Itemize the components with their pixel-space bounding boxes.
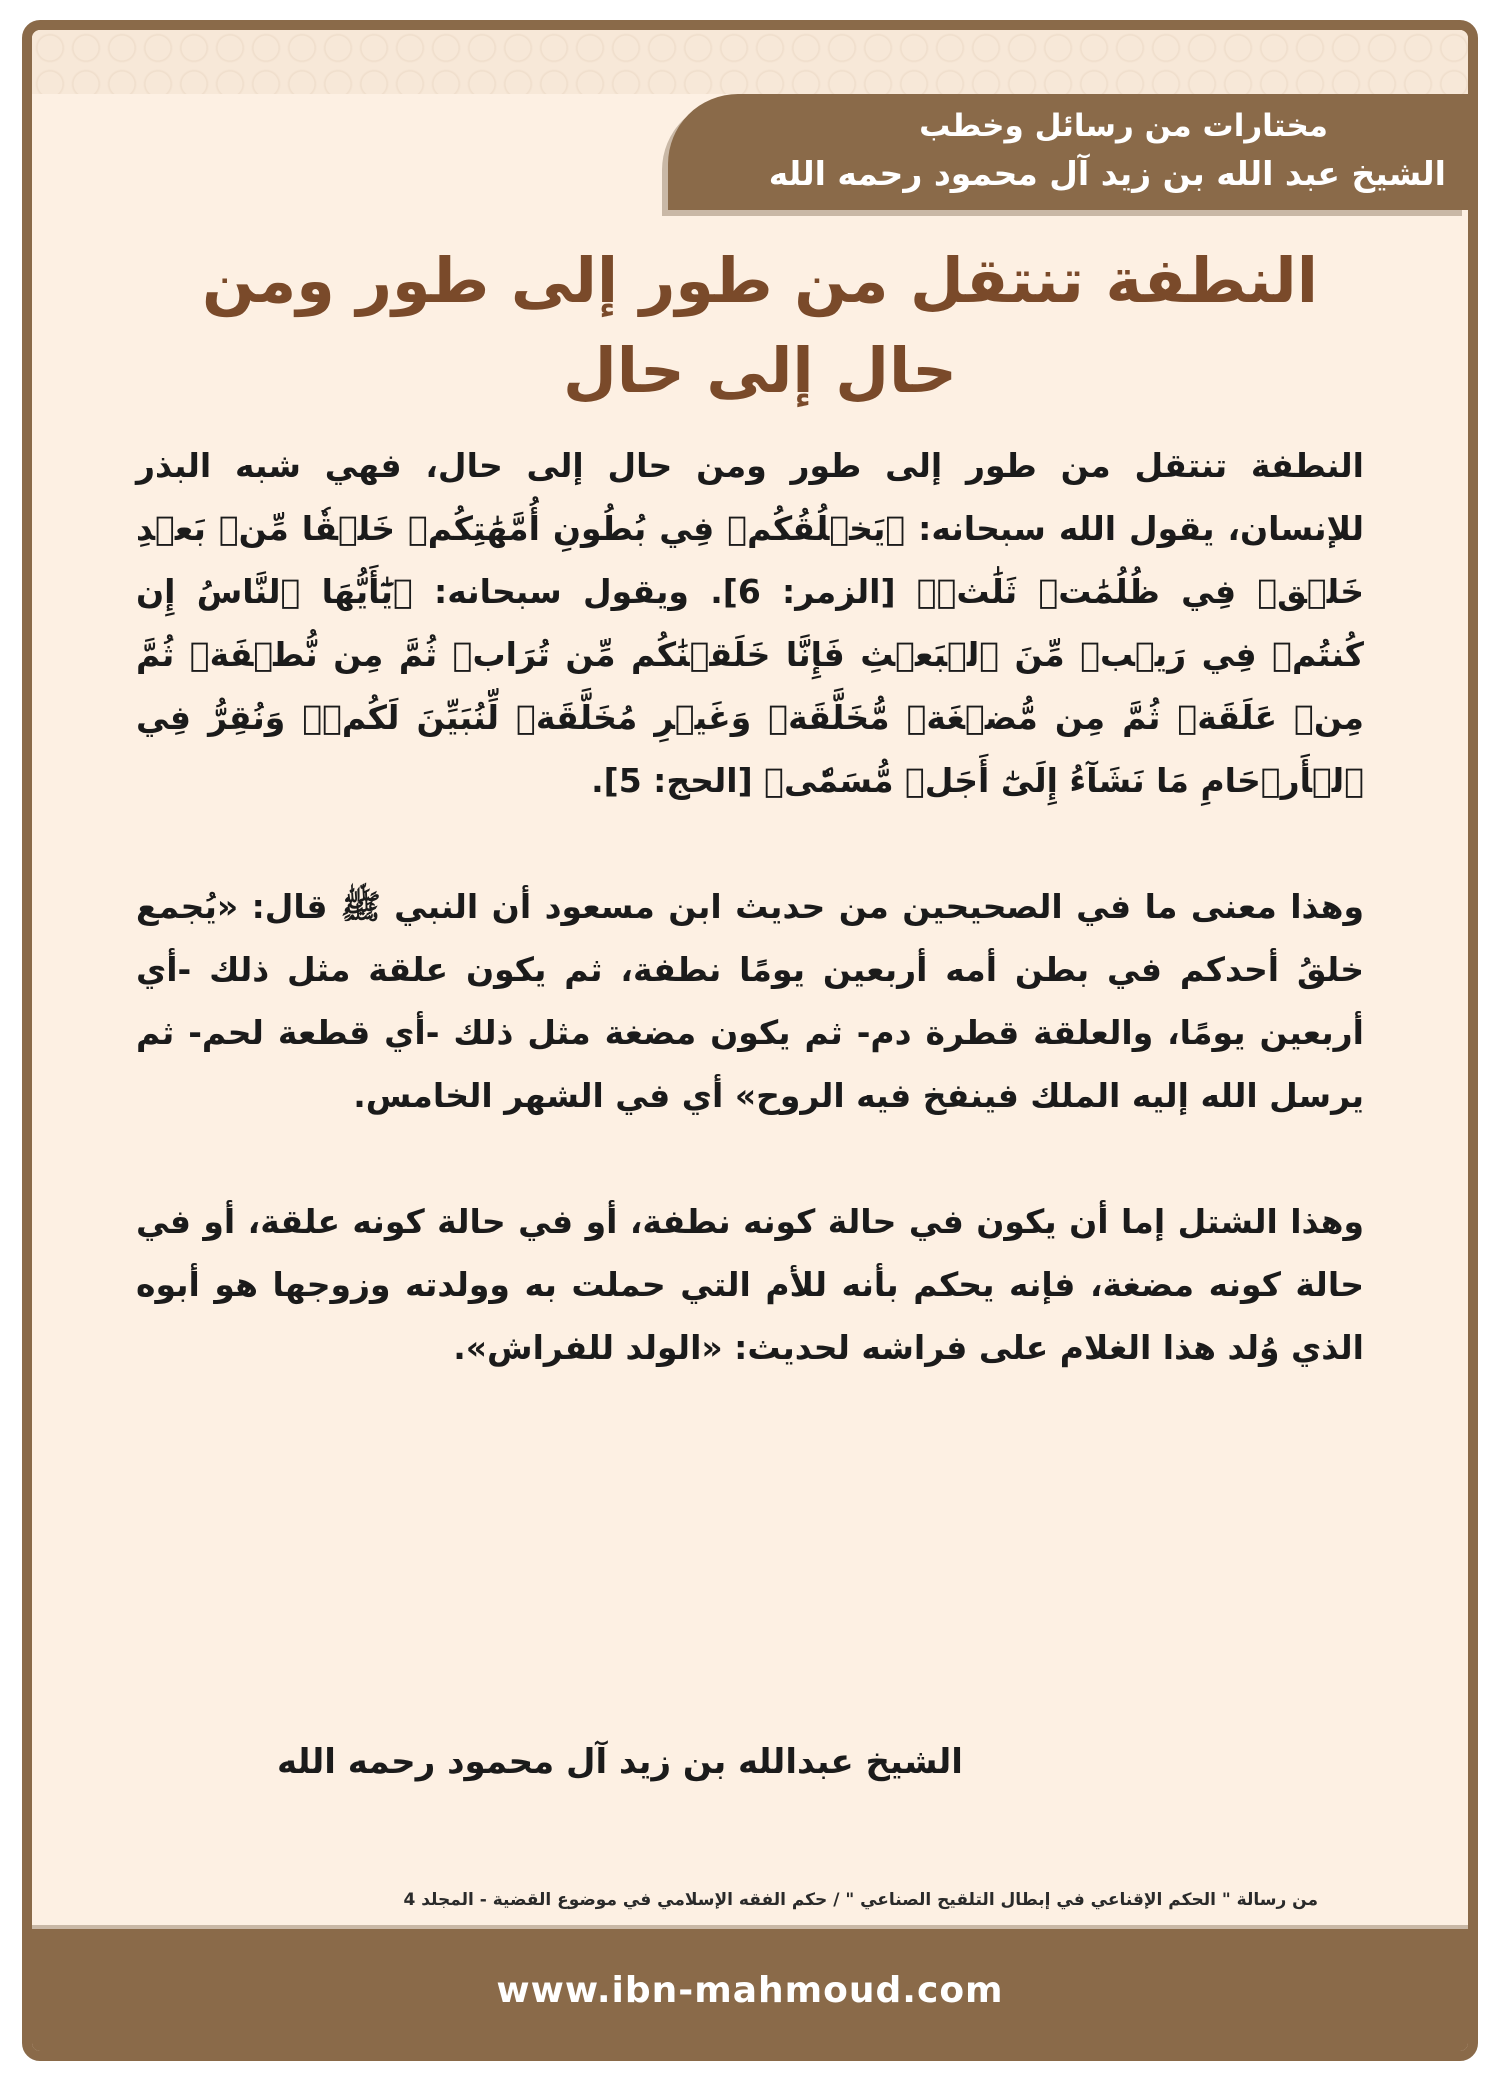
article-title: النطفة تنتقل من طور إلى طور ومن حال إلى حال [202, 244, 1318, 407]
decorative-pattern [32, 30, 1468, 94]
article-body [136, 434, 1364, 1442]
paragraph-1: النطفة تنتقل من طور إلى طور ومن حال إلى حال، فهي شبه البذر للإنسان، يقول الله سبحانه: ﴿يَخۡلُقُكُمۡ فِي بُطُونِ أُمَّهَٰتِكُمۡ خَلۡقٗا مِّنۢ بَعۡدِ خَلۡقٖ فِي ظُلُمَٰتٖ ثَلَٰثٖ﴾ [الزمر: 6]. ويقول سبحانه: ﴿يَٰٓأَيُّهَا ٱلنَّاسُ إِن كُنتُمۡ فِي رَيۡبٖ مِّنَ ٱلۡبَعۡثِ فَإِنَّا خَلَقۡنَٰكُم مِّن تُرَابٖ ثُمَّ مِن نُّطۡفَةٖ ثُمَّ مِنۡ عَلَقَةٖ ثُمَّ مِن مُّضۡغَةٖ مُّخَلَّقَةٖ وَغَيۡرِ مُخَلَّقَةٖ لِّنُبَيِّنَ لَكُمۡۚ وَنُقِرُّ فِي ٱلۡأَرۡحَامِ مَا نَشَآءُ إِلَىٰٓ أَجَلٖ مُّسَمّٗى﴾ [الحج: 5]. [136, 446, 1364, 800]
paragraph-2: وهذا معنى ما في الصحيحين من حديث ابن مسعود أن النبي ﷺ قال: «يُجمع خلقُ أحدكم في بطن أمه أربعين يومًا نطفة، ثم يكون علقة مثل ذلك -أي أربعين يومًا، والعلقة قطرة دم- ثم يكون مضغة مثل ذلك -أي قطعة لحم- ثم يرسل الله إليه الملك فينفخ فيه الروح» أي في الشهر الخامس. [136, 887, 1364, 1115]
header-banner [668, 94, 1468, 210]
website-link[interactable]: www.ibn-mahmoud.com [496, 1969, 1004, 2011]
source-note: من رسالة " الحكم الإقناعي في إبطال التلقيح الصناعي " / حكم الفقه الإسلامي في موضوع القضية - المجلد 4 [403, 1890, 1318, 1910]
series-title: مختارات من رسائل وخطب [919, 108, 1328, 144]
author-name-header: الشيخ عبد الله بن زيد آل محمود رحمه الله [768, 154, 1446, 193]
paragraph-3: وهذا الشتل إما أن يكون في حالة كونه نطفة، أو في حالة كونه علقة، أو في حالة كونه مضغة، فإنه يحكم بأنه للأم التي حملت به وولدته وزوجها هو أبوه الذي وُلد هذا الغلام على فراشه لحديث: «الولد للفراش». [136, 1202, 1364, 1367]
footer-banner [32, 1925, 1468, 2051]
document-page [22, 20, 1478, 2061]
signature: الشيخ عبدالله بن زيد آل محمود رحمه الله [277, 1742, 963, 1782]
